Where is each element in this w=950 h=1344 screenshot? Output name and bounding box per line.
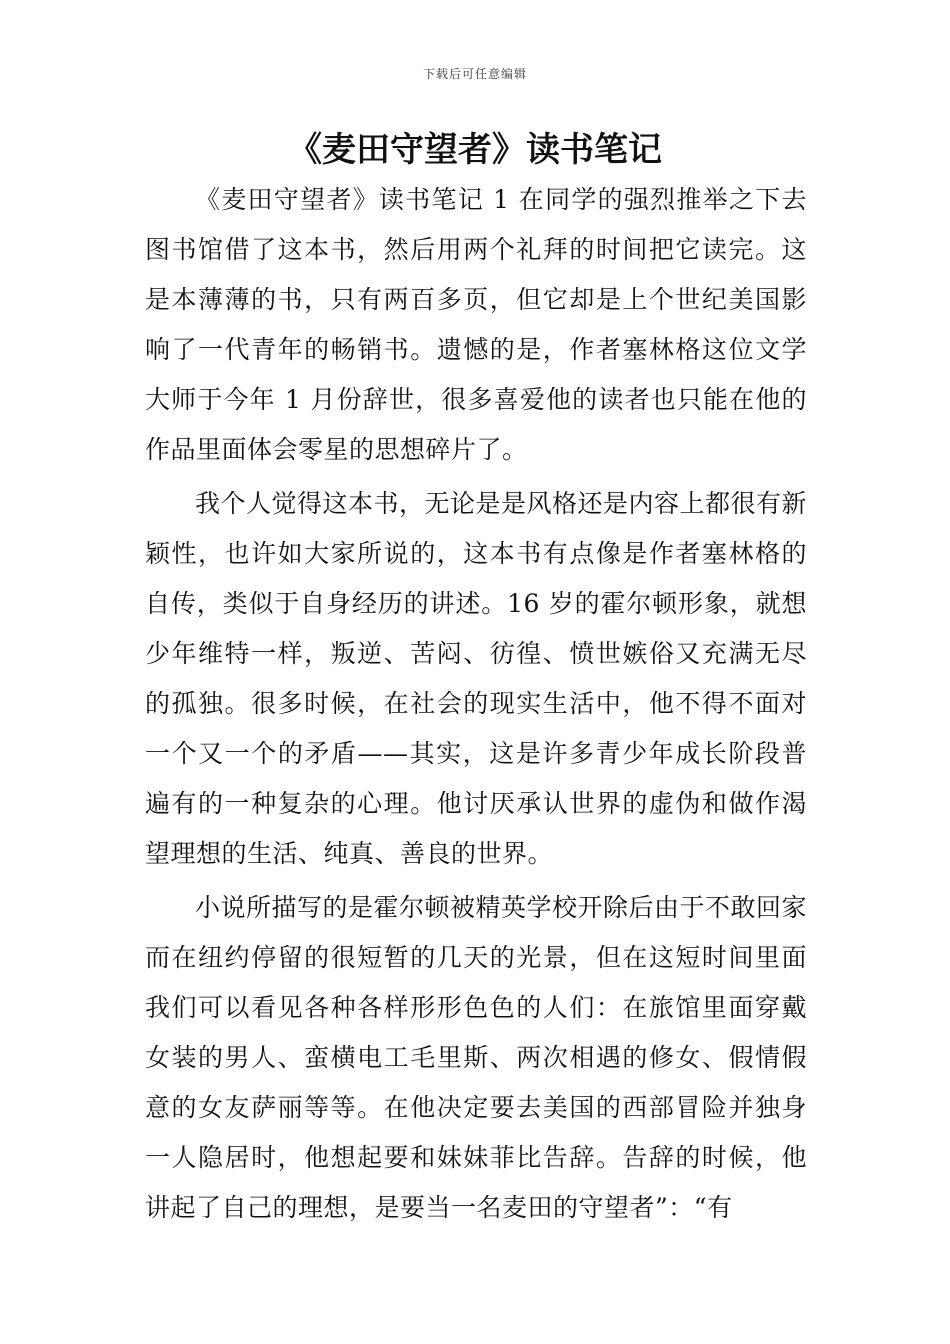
document-title: 《麦田守望者》读书笔记 <box>288 130 662 170</box>
paragraph-1: 《麦田守望者》读书笔记 1 在同学的强烈推举之下去图书馆借了这本书，然后用两个礼拜的时间把它读完。这是本薄薄的书，只有两百多页，但它却是上个世纪美国影响了一代青年的畅销书。遗憾的是，作者塞林格这位文学大师于今年 1 月份辞世，很多喜爱他的读者也只能在他的作品里面体会零星的思想碎片了。 <box>145 185 807 464</box>
paragraph-3: 小说所描写的是霍尔顿被精英学校开除后由于不敢回家而在纽约停留的很短暂的几天的光景，但在这短时间里面我们可以看见各种各样形形色色的人们：在旅馆里面穿戴女装的男人、蛮横电工毛里斯、两次相遇的修女、假情假意的女友萨丽等等。在他决定要去美国的西部冒险并独身一人隐居时，他想起要和妹妹菲比告辞。告辞的时候，他讲起了自己的理想，是要当一名麦田的守望者”：“有 <box>145 893 808 1222</box>
paragraph-2: 我个人觉得这本书，无论是是风格还是内容上都很有新颖性，也许如大家所说的，这本书有点像是作者塞林格的自传，类似于自身经历的讲述。16 岁的霍尔顿形象，就想少年维特一样，叛逆、苦闷、彷徨、愤世嫉俗又充满无尽的孤独。很多时候，在社会的现实生活中，他不得不面对一个又一个的矛盾——其实，这是许多青少年成长阶段普遍有的一种复杂的心理。他讨厌承认世界的虚伪和做作渴望理想的生活、纯真、善良的世界。 <box>145 489 808 868</box>
document-body <box>145 175 807 1233</box>
header-note: 下载后可任意编辑 <box>422 67 527 81</box>
